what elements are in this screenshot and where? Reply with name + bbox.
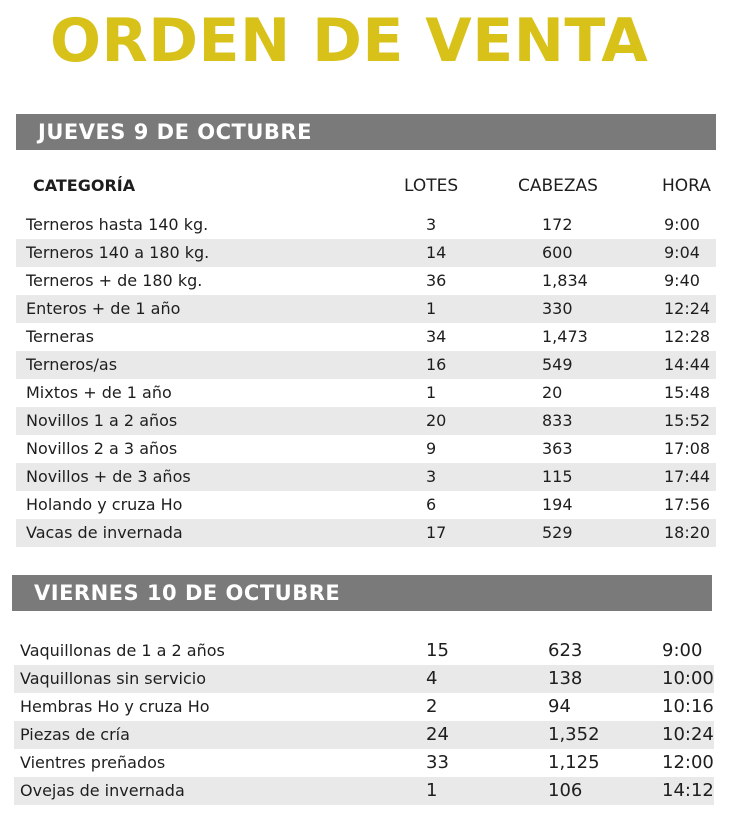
row-heads: 106 xyxy=(548,780,583,801)
row-lots: 3 xyxy=(426,467,437,486)
row-heads: 172 xyxy=(542,215,573,234)
row-heads: 833 xyxy=(542,411,573,430)
row-category: Novillos 2 a 3 años xyxy=(26,439,178,458)
column-header-category: CATEGORÍA xyxy=(33,176,136,195)
row-heads: 529 xyxy=(542,523,573,542)
row-lots: 33 xyxy=(426,752,449,773)
row-lots: 17 xyxy=(426,523,447,542)
row-time: 9:40 xyxy=(664,271,700,290)
row-time: 10:16 xyxy=(662,696,714,717)
row-category: Terneras xyxy=(26,327,94,346)
table-row xyxy=(16,239,716,267)
table-row xyxy=(16,519,716,547)
row-time: 12:24 xyxy=(664,299,711,318)
table-row xyxy=(16,323,716,351)
row-category: Hembras Ho y cruza Ho xyxy=(20,697,210,716)
row-time: 12:00 xyxy=(662,752,714,773)
row-category: Terneros/as xyxy=(26,355,118,374)
row-lots: 15 xyxy=(426,640,449,661)
row-heads: 1,473 xyxy=(542,327,588,346)
row-heads: 1,834 xyxy=(542,271,588,290)
row-category: Novillos + de 3 años xyxy=(26,467,191,486)
row-time: 15:48 xyxy=(664,383,711,402)
row-category: Vaquillonas sin servicio xyxy=(20,669,207,688)
table-row xyxy=(14,721,714,749)
row-category: Terneros 140 a 180 kg. xyxy=(26,243,210,262)
table-row xyxy=(14,665,714,693)
column-header-time: HORA xyxy=(662,176,711,196)
table-row xyxy=(14,749,714,777)
row-heads: 330 xyxy=(542,299,573,318)
table-row xyxy=(16,379,716,407)
row-time: 14:44 xyxy=(664,355,711,374)
row-lots: 1 xyxy=(426,780,438,801)
table-row xyxy=(14,693,714,721)
row-category: Holando y cruza Ho xyxy=(26,495,183,514)
row-heads: 94 xyxy=(548,696,571,717)
row-category: Terneros hasta 140 kg. xyxy=(26,215,209,234)
row-time: 10:24 xyxy=(662,724,714,745)
table-row xyxy=(16,267,716,295)
row-category: Piezas de cría xyxy=(20,725,130,744)
row-lots: 1 xyxy=(426,299,437,318)
row-time: 14:12 xyxy=(662,780,714,801)
row-lots: 34 xyxy=(426,327,447,346)
row-time: 12:28 xyxy=(664,327,711,346)
table-row xyxy=(14,777,714,805)
row-heads: 363 xyxy=(542,439,573,458)
row-category: Vientres preñados xyxy=(20,753,166,772)
table-row xyxy=(16,351,716,379)
page-title: ORDEN DE VENTA xyxy=(50,6,649,76)
row-lots: 2 xyxy=(426,696,438,717)
row-lots: 14 xyxy=(426,243,447,262)
row-lots: 1 xyxy=(426,383,437,402)
row-heads: 138 xyxy=(548,668,583,689)
friday-table xyxy=(14,637,714,805)
row-heads: 194 xyxy=(542,495,573,514)
row-lots: 4 xyxy=(426,668,438,689)
row-category: Ovejas de invernada xyxy=(20,781,185,800)
row-category: Enteros + de 1 año xyxy=(26,299,181,318)
row-time: 9:04 xyxy=(664,243,700,262)
row-lots: 3 xyxy=(426,215,437,234)
row-time: 17:44 xyxy=(664,467,711,486)
row-category: Vaquillonas de 1 a 2 años xyxy=(20,641,225,660)
row-time: 9:00 xyxy=(662,640,703,661)
table-row xyxy=(16,407,716,435)
row-lots: 6 xyxy=(426,495,437,514)
table-row xyxy=(16,491,716,519)
column-header-lots: LOTES xyxy=(404,176,459,196)
row-heads: 623 xyxy=(548,640,583,661)
row-heads: 1,125 xyxy=(548,752,600,773)
row-time: 10:00 xyxy=(662,668,714,689)
row-category: Vacas de invernada xyxy=(26,523,183,542)
row-lots: 20 xyxy=(426,411,447,430)
row-time: 15:52 xyxy=(664,411,711,430)
thursday-table xyxy=(16,211,716,547)
column-header-heads: CABEZAS xyxy=(518,176,598,196)
row-lots: 24 xyxy=(426,724,449,745)
table-row xyxy=(16,435,716,463)
row-time: 9:00 xyxy=(664,215,700,234)
day-header-friday: VIERNES 10 DE OCTUBRE xyxy=(12,575,712,611)
row-category: Novillos 1 a 2 años xyxy=(26,411,178,430)
row-time: 17:56 xyxy=(664,495,711,514)
row-category: Terneros + de 180 kg. xyxy=(26,271,203,290)
row-heads: 600 xyxy=(542,243,573,262)
row-time: 17:08 xyxy=(664,439,711,458)
row-time: 18:20 xyxy=(664,523,711,542)
row-lots: 9 xyxy=(426,439,437,458)
row-lots: 16 xyxy=(426,355,447,374)
row-heads: 549 xyxy=(542,355,573,374)
table-row xyxy=(16,463,716,491)
table-row xyxy=(14,637,714,665)
row-heads: 115 xyxy=(542,467,573,486)
day-header-thursday: JUEVES 9 DE OCTUBRE xyxy=(16,114,716,150)
table-row xyxy=(16,295,716,323)
row-lots: 36 xyxy=(426,271,447,290)
row-heads: 1,352 xyxy=(548,724,600,745)
row-category: Mixtos + de 1 año xyxy=(26,383,172,402)
table-row xyxy=(16,211,716,239)
row-heads: 20 xyxy=(542,383,563,402)
